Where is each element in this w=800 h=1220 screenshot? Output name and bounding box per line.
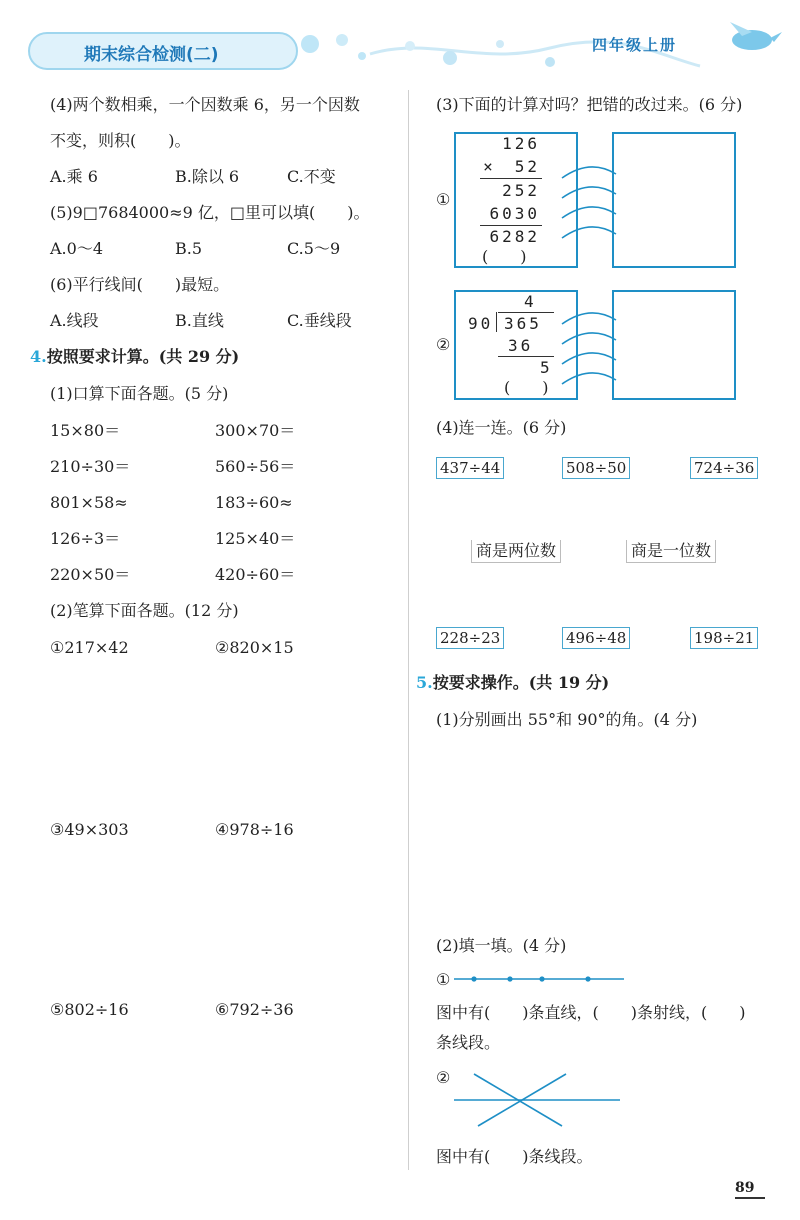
fill-title: (2)填一填。(4 分) (436, 936, 567, 955)
oral-item: 300×70＝ (215, 421, 296, 440)
q3-title: (3)下面的计算对吗？把错的改过来。(6 分) (436, 95, 743, 114)
q4-option-b: B.除以 6 (175, 167, 240, 186)
calc2-subtract: 36 (508, 336, 534, 355)
q4-match-title: (4)连一连。(6 分) (436, 418, 567, 437)
q6-stem: (6)平行线间( )最短。 (50, 275, 230, 294)
match-top-expr[interactable]: 724÷36 (690, 457, 758, 479)
calc2-correction-box[interactable] (612, 290, 736, 400)
calc1-row: 252 (502, 181, 540, 200)
q5-option-b: B.5 (175, 239, 203, 258)
section-5-title: 按要求操作。(共 19 分) (432, 673, 610, 692)
match-top-expr[interactable]: 508÷50 (562, 457, 630, 479)
calc1-rule (480, 178, 542, 179)
calc2-dividend: 365 (504, 314, 542, 333)
calc1-row: 6282 (489, 227, 540, 246)
calc1-marker: ① (436, 190, 451, 209)
fig2-question: 图中有( )条线段。 (436, 1147, 593, 1166)
q5-option-c: C.5～9 (287, 239, 341, 258)
q4-stem-line2: 不变，则积( )。 (50, 131, 191, 150)
written-calc-title: (2)笔算下面各题。(12 分) (50, 601, 239, 620)
calc2-divisor: 90 (468, 314, 494, 333)
calc1-correction-box[interactable] (612, 132, 736, 268)
fig1-line-figure (452, 970, 628, 990)
page-number-underline (735, 1197, 765, 1199)
fig2-marker: ② (436, 1068, 451, 1087)
match-top-expr[interactable]: 437÷44 (436, 457, 504, 479)
oral-item: 420÷60＝ (215, 565, 296, 584)
section-5-number: 5. (416, 673, 433, 692)
fig2-crossing-lines (450, 1068, 630, 1134)
q5-stem: (5)9□7684000≈9 亿，□里可以填( )。 (50, 203, 370, 222)
oral-item: 126÷3＝ (50, 529, 121, 548)
oral-item: 220×50＝ (50, 565, 131, 584)
q6-option-c: C.垂线段 (287, 311, 352, 330)
fig1-question-line2: 条线段。 (436, 1033, 501, 1052)
section-4-heading (30, 347, 239, 367)
oral-item: 15×80＝ (50, 421, 121, 440)
written-item: ④978÷16 (215, 820, 294, 839)
written-item: ①217×42 (50, 638, 129, 657)
oral-calc-title: (1)口算下面各题。(5 分) (50, 384, 229, 403)
section-4-number: 4. (30, 347, 47, 366)
q4-option-c: C.不变 (287, 167, 336, 186)
oral-item: 801×58≈ (50, 493, 128, 512)
angle-question: (1)分别画出 55°和 90°的角。(4 分) (436, 710, 698, 729)
match-answer[interactable]: 商是一位数 (626, 540, 716, 563)
match-bottom-expr[interactable]: 496÷48 (562, 627, 630, 649)
grade-label: 四年级上册 (592, 36, 678, 54)
q6-option-b: B.直线 (175, 311, 224, 330)
calc1-judgement: ( ) (482, 247, 527, 266)
match-answer[interactable]: 商是两位数 (471, 540, 561, 563)
q6-option-a: A.线段 (50, 311, 99, 330)
written-item: ③49×303 (50, 820, 129, 839)
calc1-row: × 52 (483, 157, 540, 176)
fig1-question-line1: 图中有( )条直线，( )条射线，( ) (436, 1003, 746, 1022)
column-divider (408, 90, 409, 1170)
match-bottom-expr[interactable]: 198÷21 (690, 627, 758, 649)
q4-option-a: A.乘 6 (50, 167, 98, 186)
section-4-title: 按照要求计算。(共 29 分) (46, 347, 240, 366)
fig1-marker: ① (436, 970, 451, 989)
oral-item: 125×40＝ (215, 529, 296, 548)
match-bottom-expr[interactable]: 228÷23 (436, 627, 504, 649)
calc2-bracket (496, 312, 497, 332)
calc1-arcs (560, 150, 620, 250)
oral-item: 560÷56＝ (215, 457, 296, 476)
written-item: ⑥792÷36 (215, 1000, 294, 1019)
calc2-arcs (560, 300, 620, 400)
section-5-heading (416, 673, 609, 693)
q5-option-a: A.0～4 (50, 239, 104, 258)
calc2-division-bar (498, 312, 554, 313)
oral-item: 183÷60≈ (215, 493, 293, 512)
oral-item: 210÷30＝ (50, 457, 131, 476)
calc2-remainder: 5 (540, 358, 550, 377)
written-item: ②820×15 (215, 638, 294, 657)
calc1-row: 6030 (489, 204, 540, 223)
q4-stem-line1: (4)两个数相乘，一个因数乘 6，另一个因数 (50, 95, 360, 114)
calc2-rule (498, 356, 554, 357)
bird-icon (722, 18, 784, 58)
calc2-marker: ② (436, 335, 451, 354)
calc2-quotient: 4 (524, 292, 534, 311)
page-number: 89 (735, 1180, 755, 1196)
written-item: ⑤802÷16 (50, 1000, 129, 1019)
calc1-rule (480, 225, 542, 226)
calc1-row: 126 (502, 134, 540, 153)
page-title: 期末综合检测(二) (84, 45, 219, 65)
calc2-judgement: ( ) (504, 378, 549, 397)
